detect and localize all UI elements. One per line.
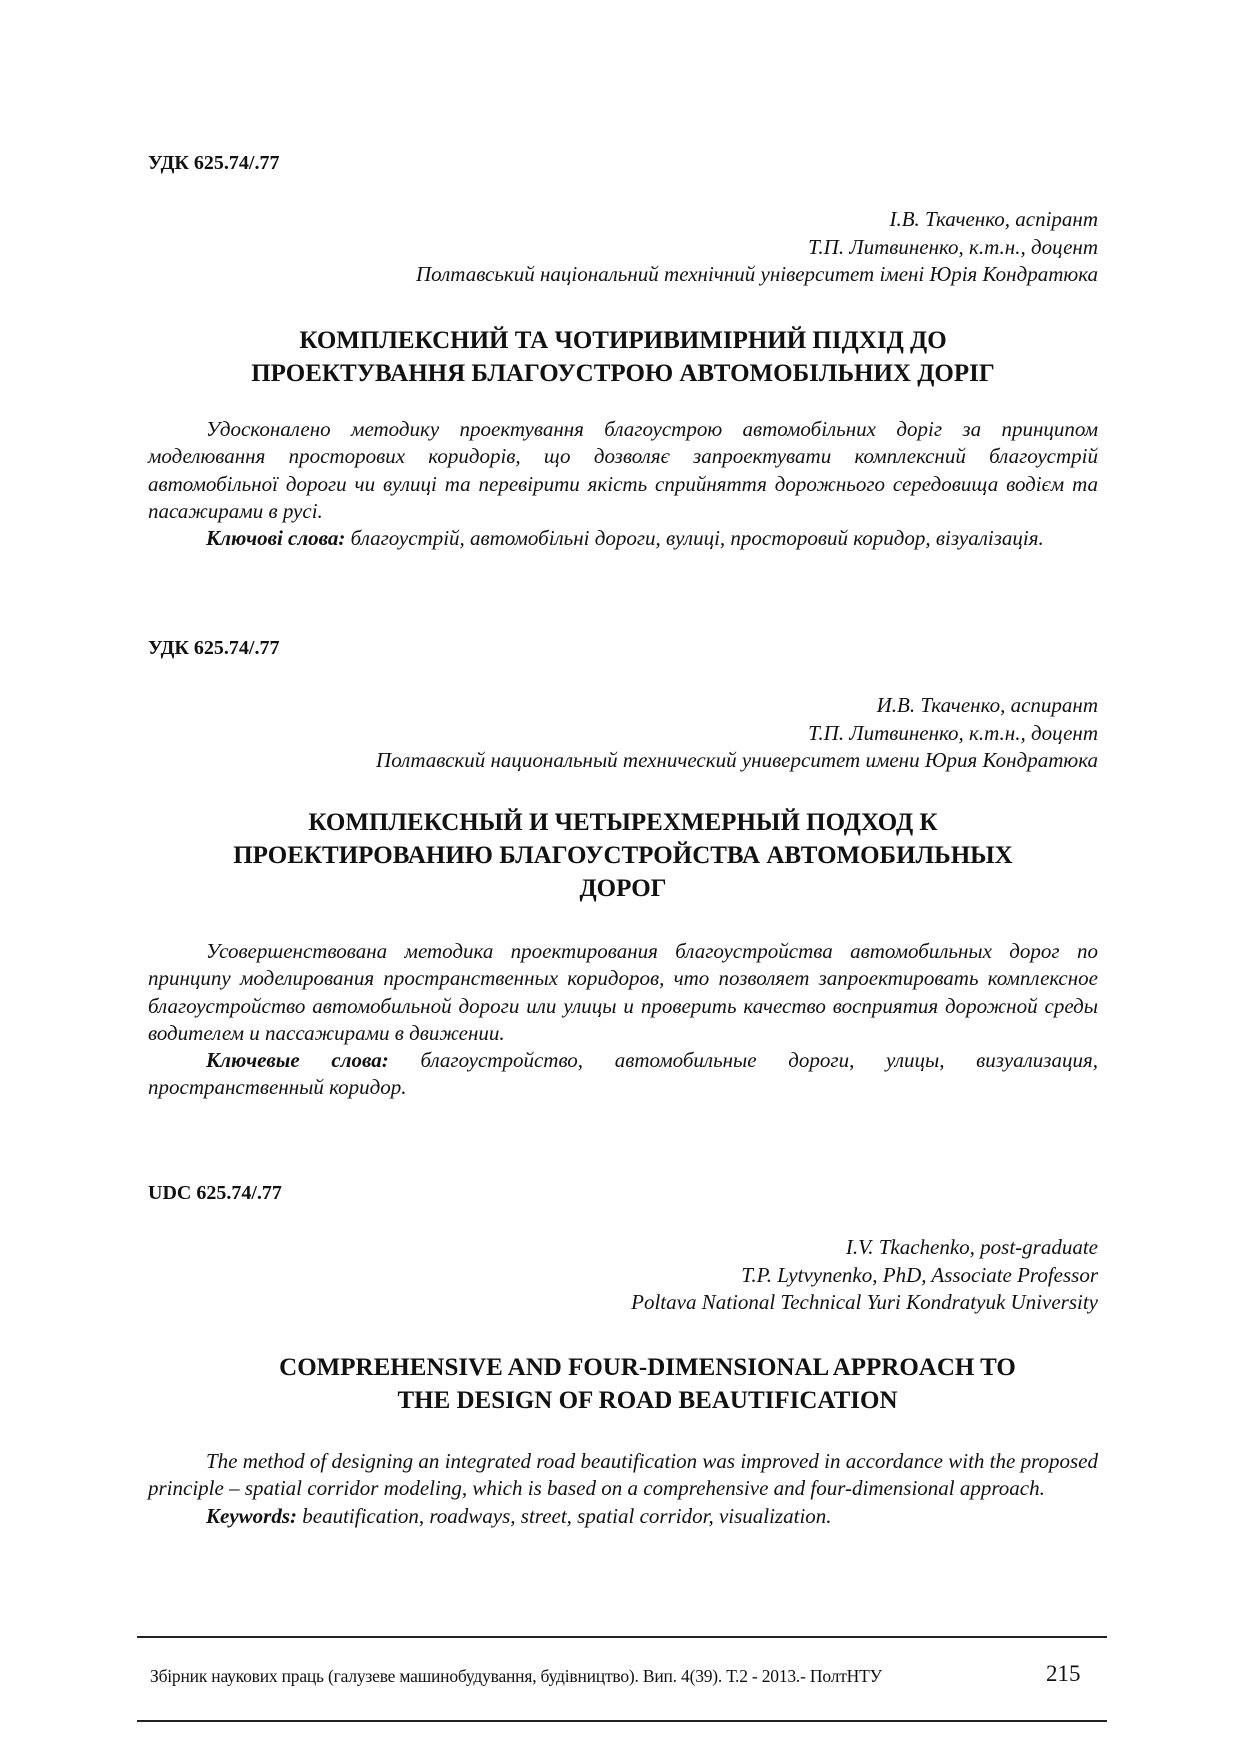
keywords-label: Ключові слова: — [206, 526, 346, 551]
author-2: Т.П. Литвиненко, к.т.н., доцент — [808, 234, 1098, 259]
keywords-paragraph — [148, 525, 1098, 552]
abstract-en — [148, 1448, 1098, 1530]
abstract-ru — [148, 938, 1098, 1102]
title-line: ДОРОГ — [579, 875, 667, 902]
keywords-text: благоустройство, автомобильные дороги, улицы, визуализация, пространственный коридор. — [148, 1048, 1098, 1100]
paper-title-uk — [148, 324, 1098, 390]
udc-code-en: UDC 625.74/.77 — [148, 1182, 282, 1204]
title-line: КОМПЛЕКСНЫЙ И ЧЕТЫРЕХМЕРНЫЙ ПОДХОД К — [308, 809, 938, 836]
keywords-text: благоустрій, автомобільні дороги, вулиці, просторовий коридор, візуалізація. — [345, 526, 1044, 551]
abstract-text: Удосконалено методику проектування благоустрою автомобільних доріг за принципом моделювання просторових коридорів, що дозволяє запроектувати комплексний благоустрій автомобільної дороги чи вулиці та перевірити якість сприйняття дорожнього середовища водієм та пасажирами в русі. — [148, 417, 1098, 523]
author-2: Т.П. Литвиненко, к.т.н., доцент — [808, 720, 1098, 745]
title-line: ПРОЕКТИРОВАНИЮ БЛАГОУСТРОЙСТВА АВТОМОБИЛЬНЫХ — [233, 842, 1013, 869]
keywords-paragraph — [148, 1503, 1098, 1530]
udc-code-uk: УДК 625.74/.77 — [148, 152, 280, 174]
keywords-label: Ключевые слова: — [206, 1048, 389, 1073]
authors-block-uk — [148, 206, 1098, 289]
abstract-text: Усовершенствована методика проектирования благоустройства автомобильных дорог по принципу моделирования пространственных коридоров, что позволяет запроектировать комплексное благоустройство автомобильной дороги или улицы и проверить качество восприятия дорожной среды водителем и пассажирами в движении. — [148, 939, 1098, 1045]
udc-code-ru: УДК 625.74/.77 — [148, 637, 280, 659]
page-number: 215 — [1046, 1661, 1081, 1686]
title-line: COMPREHENSIVE AND FOUR-DIMENSIONAL APPROACH TO — [279, 1354, 1016, 1381]
abstract-text: The method of designing an integrated road beautification was improved in accordance with the proposed principle – spatial corridor modeling, which is based on a comprehensive and four-dimensional approach. — [148, 1449, 1098, 1501]
title-line: THE DESIGN OF ROAD BEAUTIFICATION — [397, 1387, 898, 1414]
author-1: I.V. Tkachenko, post-graduate — [845, 1235, 1098, 1259]
abstract-uk — [148, 416, 1098, 552]
affiliation: Полтавский национальный технический университет имени Юрия Кондратюка — [376, 748, 1098, 772]
affiliation: Полтавський національний технічний університет імені Юрія Кондратюка — [415, 262, 1098, 286]
author-1: І.В. Ткаченко, аспірант — [889, 207, 1098, 231]
keywords-label: Keywords: — [206, 1503, 297, 1528]
footer-top-rule — [137, 1636, 1107, 1638]
title-line: КОМПЛЕКСНИЙ ТА ЧОТИРИВИМІРНИЙ ПІДХІД ДО — [299, 327, 947, 354]
footer-bottom-rule — [137, 1720, 1107, 1722]
authors-block-ru — [148, 692, 1098, 775]
affiliation: Poltava National Technical Yuri Kondratyuk University — [631, 1290, 1098, 1314]
author-2: T.P. Lytvynenko, PhD, Associate Professor — [741, 1262, 1098, 1287]
authors-block-en — [148, 1234, 1098, 1317]
paper-title-en — [180, 1351, 1115, 1417]
keywords-text: beautification, roadways, street, spatial corridor, visualization. — [297, 1503, 832, 1528]
author-1: И.В. Ткаченко, аспирант — [876, 693, 1098, 717]
footer-journal: Збірник наукових праць (галузеве машинобудування, будівництво). Вип. 4(39). Т.2 - 2013.- ПолтНТУ — [150, 1666, 882, 1686]
title-line: ПРОЕКТУВАННЯ БЛАГОУСТРОЮ АВТОМОБІЛЬНИХ ДОРІГ — [251, 360, 995, 387]
keywords-paragraph — [148, 1047, 1098, 1102]
paper-title-ru — [148, 806, 1098, 905]
